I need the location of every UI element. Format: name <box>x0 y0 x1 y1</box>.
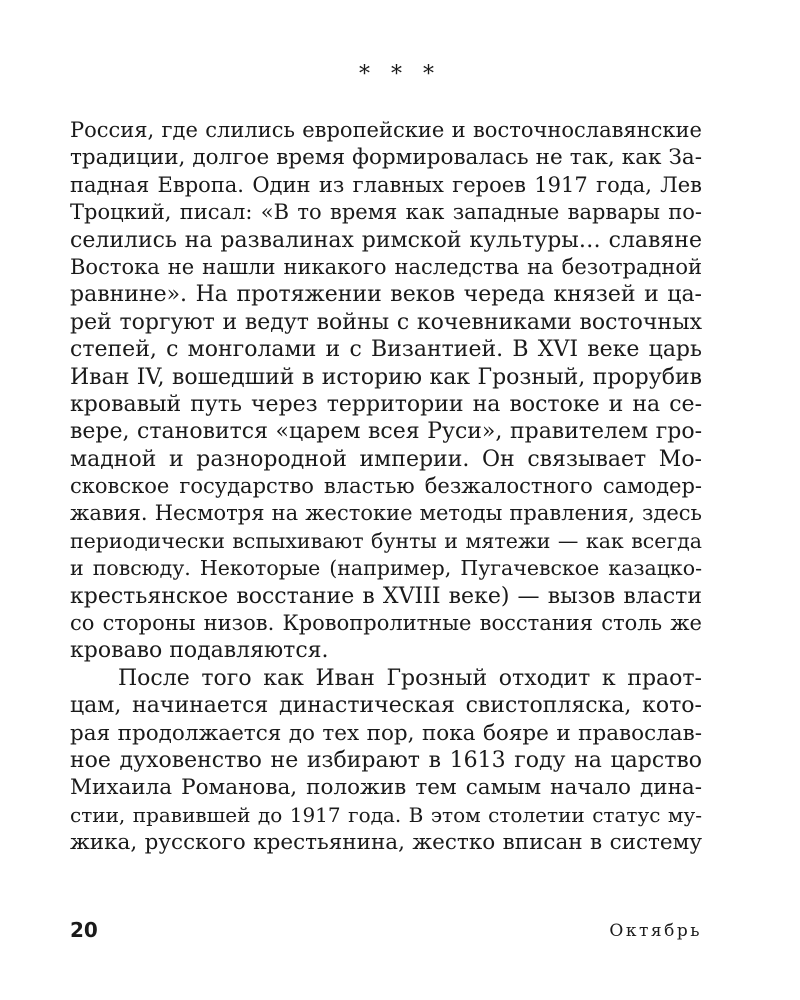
text-line: цам, начинается династическая свистопляска, кото- <box>70 693 702 719</box>
text-line: рая продолжается до тех пор, пока бояре и православ- <box>70 720 702 746</box>
text-line: селились на развалинах римской культуры… славяне <box>70 227 702 253</box>
paragraph-1 <box>70 117 702 665</box>
text-line: кроваво подавляются. <box>70 638 329 664</box>
paragraph-2 <box>70 665 702 857</box>
body-text <box>70 117 702 857</box>
text-line: Троцкий, писал: «В то время как западные варвары по- <box>70 200 702 225</box>
text-line: Иван IV, вошедший в историю как Грозный, прорубив <box>70 364 702 390</box>
text-line: падная Европа. Один из главных героев 1917 года, Лев <box>70 172 702 197</box>
page-number: 20 <box>70 918 98 942</box>
text-line: мадной и разнородной империи. Он связывает Мо- <box>70 446 702 472</box>
text-line: крестьянское восстание в XVIII веке) — вызов власти <box>70 583 702 609</box>
text-line: степей, с монголами и с Византией. В XVI веке царь <box>70 337 702 363</box>
text-line: стии, правившей до 1917 года. В этом столетии статус му- <box>70 802 702 827</box>
text-line: и повсюду. Некоторые (например, Пугачевское казацко- <box>70 556 702 581</box>
text-line: жавия. Несмотря на жестокие методы правления, здесь <box>70 501 702 526</box>
text-line: равнине». На протяжении веков череда князей и ца- <box>70 282 702 308</box>
text-line: традиции, долгое время формировалась не так, как За- <box>70 145 702 171</box>
text-line: сковское государство властью безжалостного самодер- <box>70 474 702 499</box>
text-line: ное духовенство не избирают в 1613 году на царство <box>70 747 702 773</box>
text-line: Россия, где слились европейские и восточнославянские <box>70 118 702 142</box>
section-separator: * * * <box>359 62 441 87</box>
text-line: жика, русского крестьянина, жестко вписан в систему <box>70 830 702 856</box>
text-line: кровавый путь через территории на востоке и на се- <box>70 391 702 417</box>
text-line: Востока не нашли никакого наследства на безотрадной <box>70 254 702 279</box>
text-line: вере, становится «царем всея Руси», правителем гро- <box>70 419 702 445</box>
text-line: со стороны низов. Кровопролитные восстания столь же <box>70 611 702 636</box>
running-title: Октябрь <box>609 921 702 941</box>
text-line: После того как Иван Грозный отходит к праот- <box>118 665 702 691</box>
text-line: рей торгуют и ведут войны с кочевниками восточных <box>70 309 702 335</box>
text-line: Михаила Романова, положив тем самым начало дина- <box>70 775 702 801</box>
text-line: периодически вспыхивают бунты и мятежи — как всегда <box>70 528 702 553</box>
